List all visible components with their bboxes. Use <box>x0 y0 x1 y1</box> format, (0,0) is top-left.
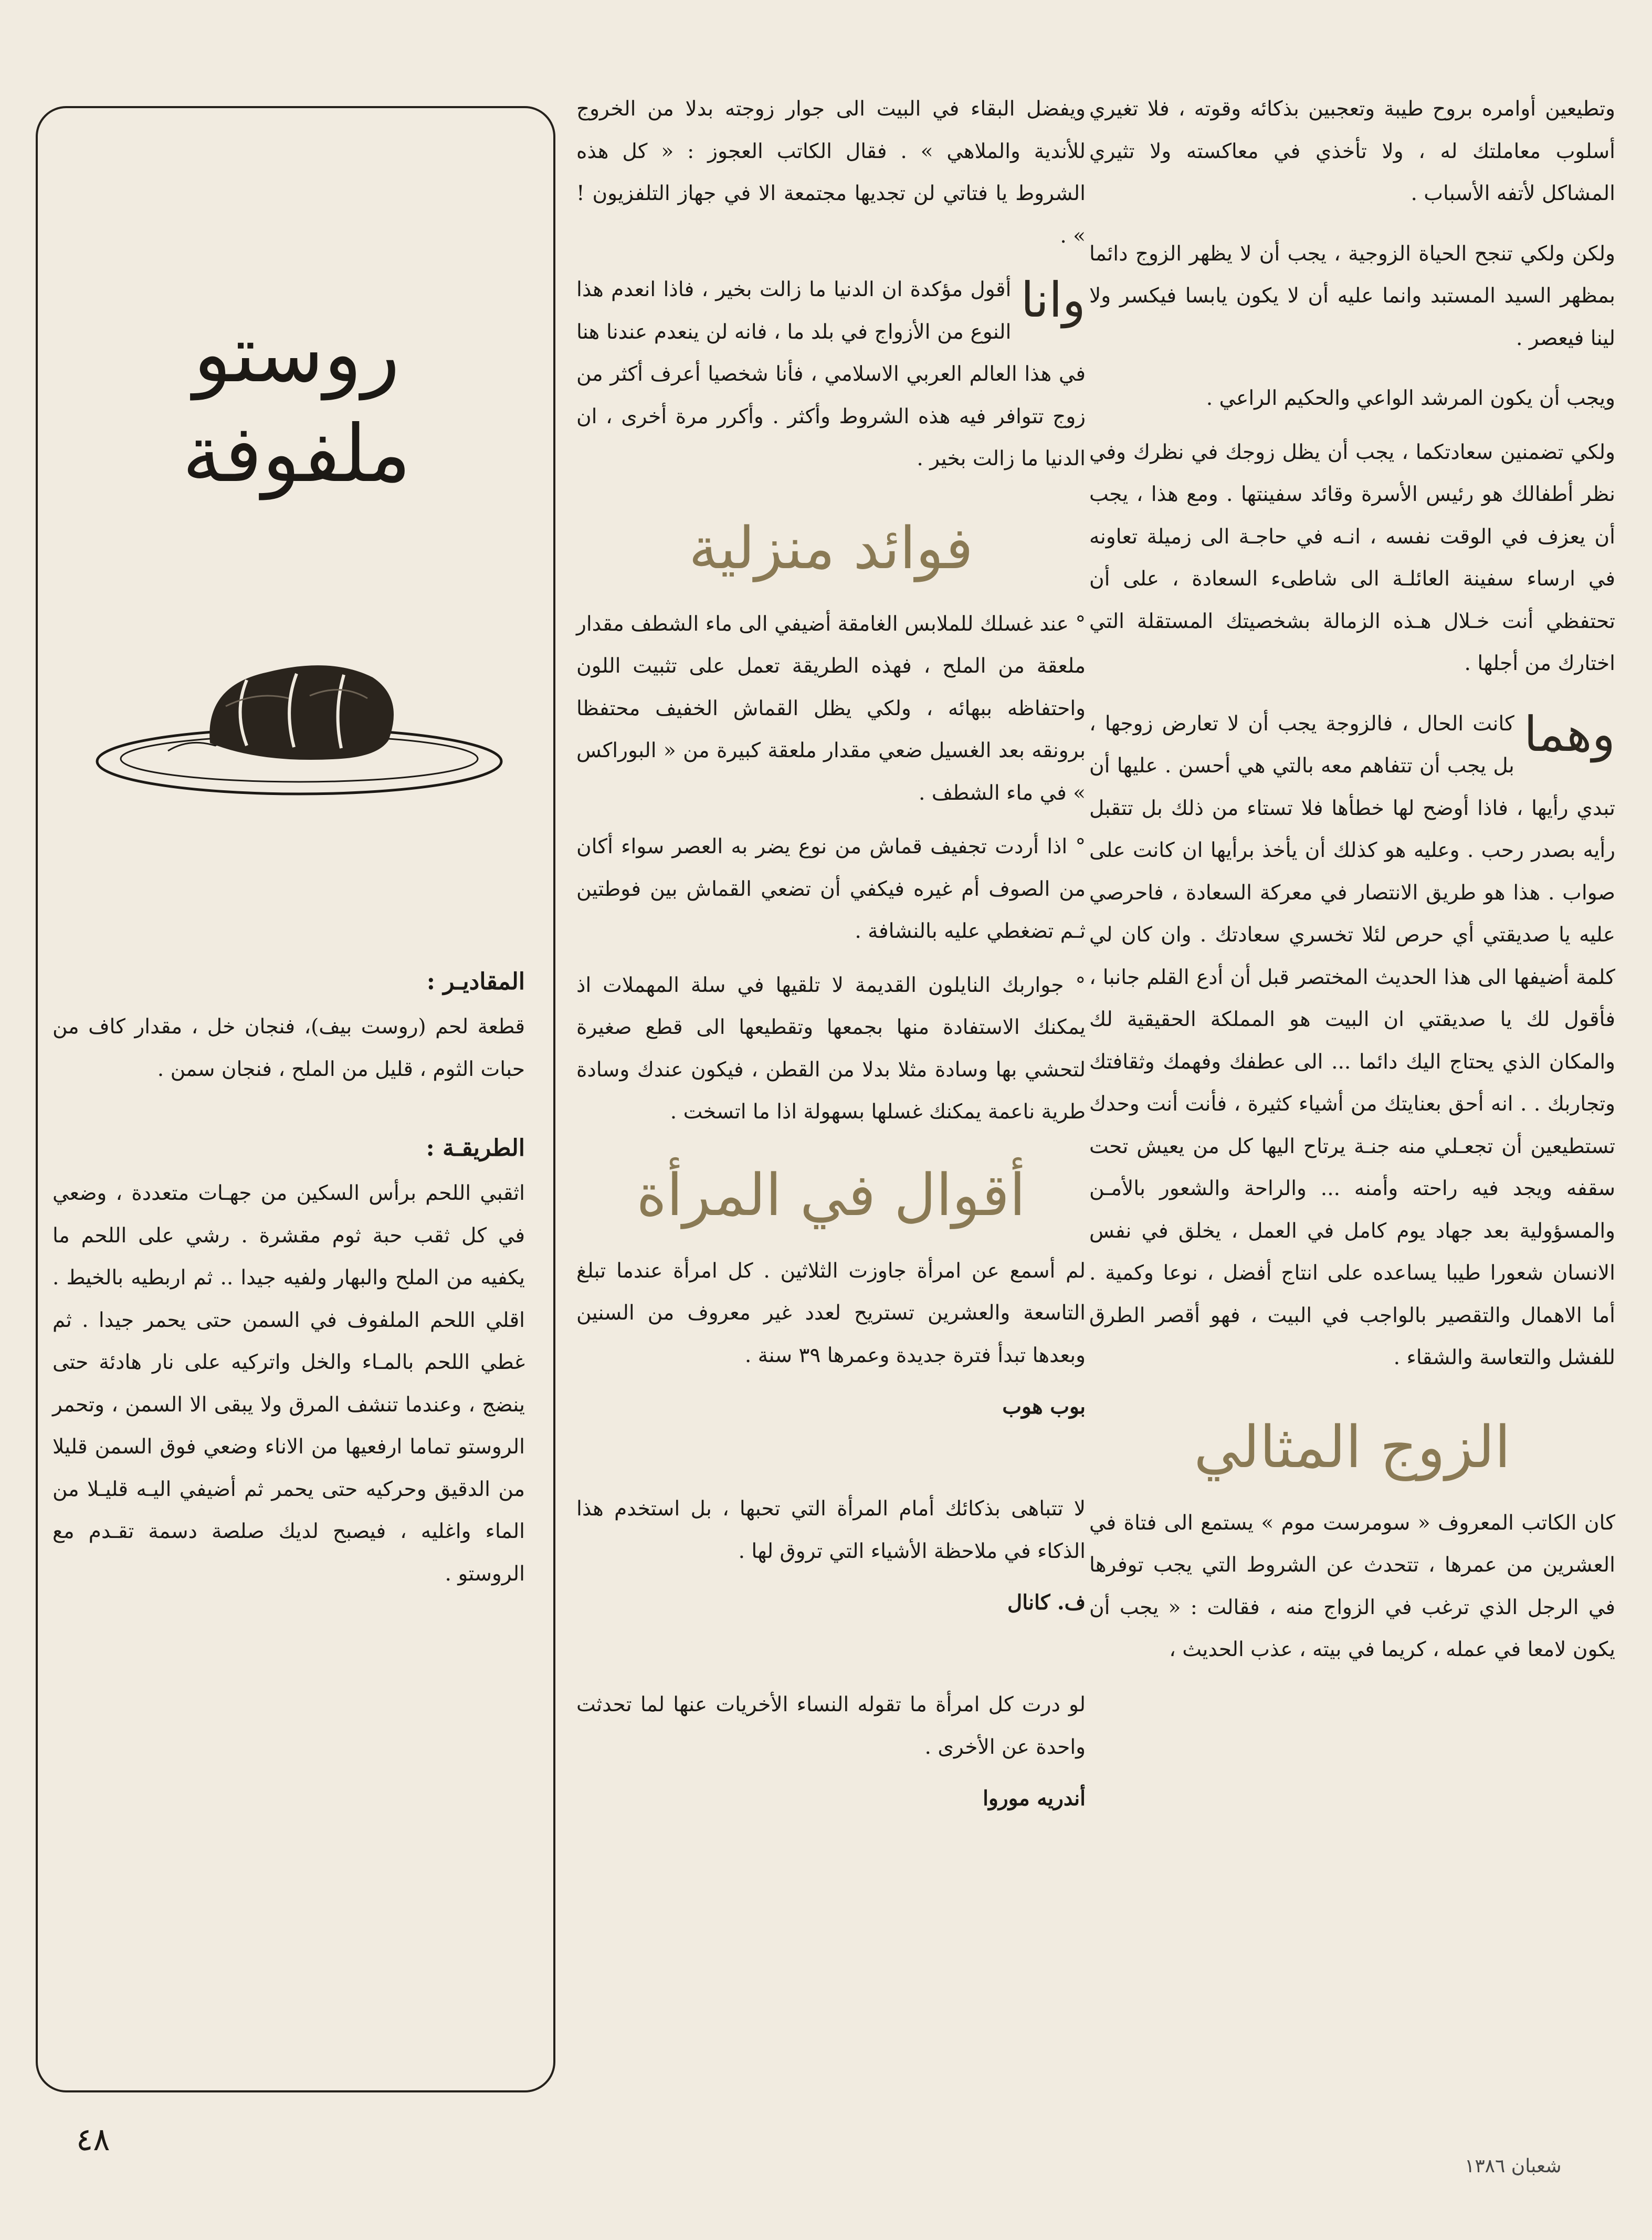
section-title-ideal-husband: الزوج المثالي <box>1194 1413 1511 1481</box>
quote-text: لو درت كل امرأة ما تقوله النساء الأخريات عنها لما تحدثت واحدة عن الأخرى . <box>576 1693 1086 1759</box>
quote-author: بوب هوب <box>1002 1395 1086 1419</box>
bullet-icon: ° <box>1067 835 1086 859</box>
recipe-title-line1: روستو <box>193 309 400 400</box>
quote-author: أندريه موروا <box>983 1786 1086 1810</box>
issue-date: شعبان ١٣٨٦ <box>1465 2155 1562 2177</box>
article-paragraph: ولكن ولكي تنجح الحياة الزوجية ، يجب أن لا يظهر الزوج دائما بمظهر السيد المستبد وانما عليه أن لا يكون يابسا فيكسر ولا لينا فيعصر . <box>1089 242 1615 350</box>
right-column <box>1089 88 1615 1689</box>
tip-item: ° عند غسلك للملابس الغامقة أضيفي الى ماء الشطف مقدار ملعقة من الملح ، فهذه الطريقة تعمل على تثبيت اللون واحتفاظه ببهائه ، ولكي يظل القماش الخفيف محتفظا برونقه بعد الغسيل ضعي مقدار ملعقة كبيرة من « البوراكس » في ماء الشطف . <box>576 612 1086 805</box>
section-title-household-tips: فوائد منزلية <box>689 514 973 582</box>
inline-heading-and-she: وهما <box>1523 706 1615 762</box>
tip-item: ° اذا أردت تجفيف قماش من نوع يضر به العصر سواء أكان من الصوف أم غيره فيكفي أن تضعي القماش بين فوطتين ثـم تضغطي عليه بالنشافة . <box>576 835 1086 943</box>
method-text: اثقبي اللحم برأس السكين من جهـات متعددة ، وضعي في كل ثقب حبة ثوم مقشرة . رشي على اللحم ما يكفيه من الملح والبهار ولفيه جيدا .. ثم اربطيه بالخيط . اقلي اللحم الملفوف في السمن حتى يحمر جيدا . ثم غطي اللحم بالمـاء والخل واتركيه على نار هادئة حتى ينضج ، وعندما تنشف المرق ولا يبقى الا السمن ، وتحمر الروستو تماما ارفعيها من الاناء وضعي فوق السمن قليلا من الدقيق وحركيه حتى يحمر ثم أضيفي اليـه قليـلا من الماء واغليه ، فيصبح لديك صلصة دسمة تقـدم مع الروستو . <box>52 1181 525 1586</box>
roast-on-plate-illustration <box>89 633 509 801</box>
bullet-icon: ° <box>1068 612 1086 636</box>
recipe-title <box>47 305 546 504</box>
ingredients-heading: المقاديـر : <box>426 968 525 995</box>
she-paragraph-text: كانت الحال ، فالزوجة يجب أن لا تعارض زوجها ، بل يجب أن تتفاهم معه بالتي هي أحسن . عليها أن تبدي رأيها ، فاذا أوضح لها خطأها فلا تستاء من ذلك بل تتقبل رأيه بصدر رحب . وعليه هو كذلك أن يأخذ برأيها ان كانت على صواب . هذا هو طريق الانتصار في معركة السعادة ، فاحرصي عليه يا صديقتي أي حرص لئلا تخسري سعادتك . وان كان لي كلمة أضيفها الى هذا الحديث المختصر قبل أن أدع القلم جانبا ، فأقول لك يا صديقتي ان البيت هو المملكة الحقيقية لك والمكان الذي يحتاج اليك دائما ... الى عطفك وفهمك وثقافتك وتجاربك . . انه أحق بعنايتك من أشياء كثيرة ، فأنت أنت وحدك تستطيعين أن تجعـلي منه جنـة يرتاح اليها كل من يعيش تحت سقفه ويجد فيه راحته وأمنه ... والراحة والشعور بالأمـن والمسؤولية بعد جهاد يوم كامل في العمل ، يخلق في نفس الانسان شعورا طيبا يساعده على انتاج أفضل ، نوعا وكمية . أما الاهمال والتقصير بالواجب في البيت ، فهو أقصر الطرق للفشل والتعاسة والشقاء . <box>1089 711 1615 1369</box>
article-paragraph-she <box>1089 703 1615 1379</box>
bullet-icon: ° <box>1064 973 1086 997</box>
quote-text: لا تتباهى بذكائك أمام المرأة التي تحبها ، بل استخدم هذا الذكاء في ملاحظة الأشياء التي تروق لها . <box>576 1497 1086 1563</box>
inline-heading-and-i: وانا <box>1020 272 1086 328</box>
article-paragraph: ويجب أن يكون المرشد الواعي والحكيم الراعي . <box>1206 386 1615 410</box>
article-paragraph: ويفضل البقاء في البيت الى جوار زوجته بدلا من الخروج للأندية والملاهي » . فقال الكاتب العجوز : « كل هذه الشروط يا فتاتي لن تجديها مجتمعة الا في جهاز التلفزيون ! » . <box>576 97 1086 248</box>
recipe-text <box>52 961 525 1613</box>
article-paragraph: ولكي تضمنين سعادتكما ، يجب أن يظل زوجك في نظرك وفي نظر أطفالك هو رئيس الأسرة وقائد سفينتها . ومع هذا ، يجب أن يعزف في الوقت نفسه ، انـه في حاجـة الى زميلة تعاونه في ارساء سفينة العائلـة الى شاطىء السعادة ، على أن تحتفظي أنت خـلال هـذه الزمالة بشخصيتك المستقلة التي اختارك من أجلها . <box>1089 440 1616 675</box>
page-number: ٤٨ <box>76 2121 110 2158</box>
article-paragraph: وتطيعين أوامره بروح طيبة وتعجبين بذكائه وقوته ، فلا تغيري أسلوب معاملتك له ، ولا تأخذي في معاكسته ولا تثيري المشاكل لأتفه الأسباب . <box>1089 97 1615 205</box>
section-title-sayings: أقوال في المرأة <box>636 1161 1026 1229</box>
i-paragraph-text: أقول مؤكدة ان الدنيا ما زالت بخير ، فاذا انعدم هذا النوع من الأزواج في بلد ما ، فانه لن ينعدم عندنا هنا في هذا العالم العربي الاسلامي ، فأنا شخصيا أعرف أكثر من زوج تتوافر فيه هذه الشروط وأكثر . وأكرر مرة أخرى ، ان الدنيا ما زالت بخير . <box>576 278 1086 470</box>
quote-text: لم أسمع عن امرأة جاوزت الثلاثين . كل امرأة عندما تبلغ التاسعة والعشرين تستريح لعدد غير معروف من السنين وبعدها تبدأ فترة جديدة وعمرها ٣٩ سنة . <box>576 1259 1086 1367</box>
middle-column <box>576 88 1086 1817</box>
article-paragraph: كان الكاتب المعروف « سومرست موم » يستمع الى فتاة في العشرين من عمرها ، تتحدث عن الشروط التي يجب توفرها في الرجل الذي ترغب في الزواج منه ، فقالت : « يجب أن يكون لامعا في عمله ، كريما في بيته ، عذب الحديث ، <box>1089 1511 1615 1661</box>
ingredients-text: قطعة لحم (روست بيف)، فنجان خل ، مقدار كاف من حبات الثوم ، قليل من الملح ، فنجان سمن . <box>52 1015 525 1081</box>
method-heading: الطريقـة : <box>426 1135 525 1161</box>
quote-author: ف. كانال <box>1007 1590 1086 1615</box>
tip-item: ° جواربك النايلون القديمة لا تلقيها في سلة المهملات اذ يمكنك الاستفادة منها بجمعها وتقطيعها الى قطع صغيرة لتحشي بها وسادة مثلا بدلا من القطن ، فيكون عندك وسادة طرية ناعمة يمكنك غسلها بسهولة اذا ما اتسخت . <box>576 973 1086 1124</box>
recipe-title-line2: ملفوفة <box>182 409 411 500</box>
article-paragraph-i <box>576 269 1086 480</box>
